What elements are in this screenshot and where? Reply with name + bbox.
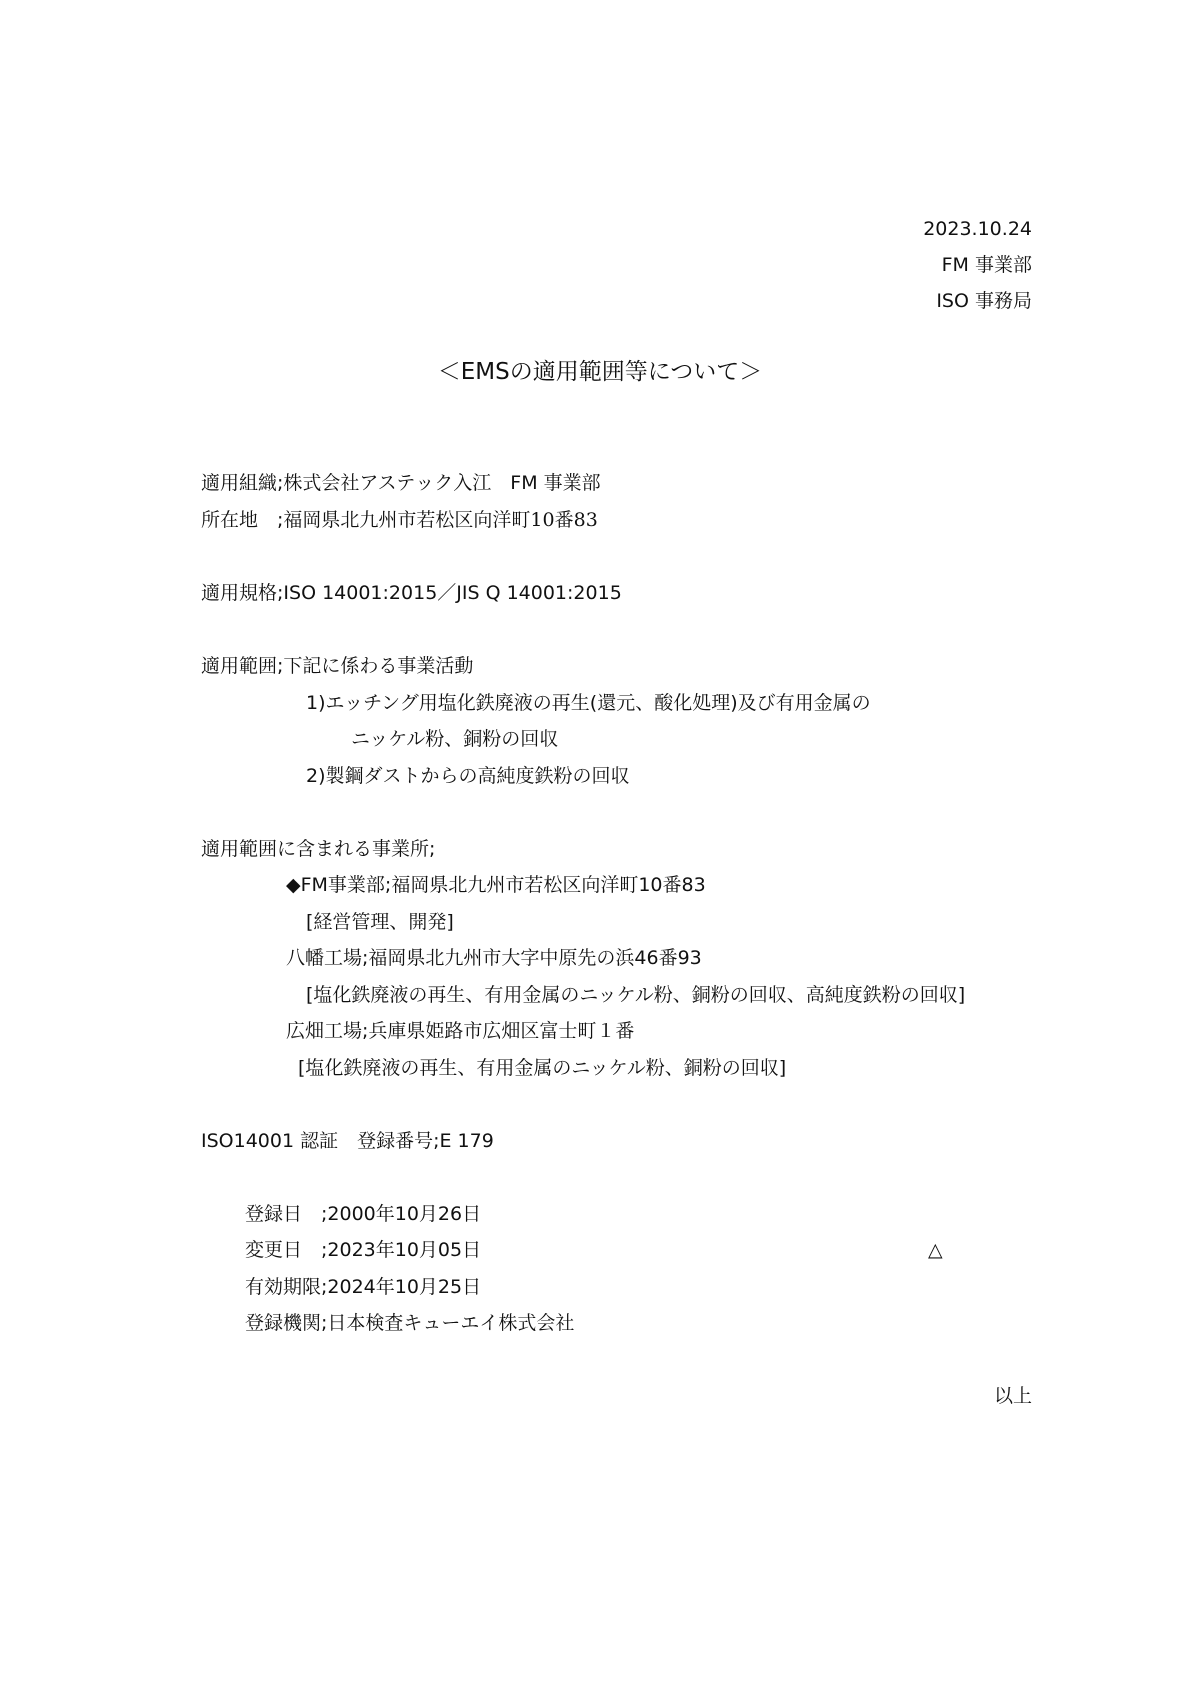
standard-value: ISO 14001:2015／JIS Q 14001:2015	[283, 582, 622, 604]
certification-heading: ISO14001 認証 登録番号;E 179	[201, 1130, 494, 1152]
document-title: ＜EMSの適用範囲等について＞	[437, 359, 763, 385]
scope-value: 下記に係わる事業活動	[283, 655, 474, 677]
site-hirohata-plant-activities: [塩化鉄廃液の再生、有用金属のニッケル粉、銅粉の回収]	[298, 1057, 787, 1079]
location-label: 所在地	[201, 509, 278, 531]
scope-item-1: 1)エッチング用塩化鉄廃液の再生(還元、酸化処理)及び有用金属の	[306, 692, 871, 714]
standard-line	[201, 580, 622, 606]
scope-label: 適用範囲	[201, 655, 278, 677]
site-fm-division-activities: [経営管理、開発]	[306, 911, 454, 933]
validity-date: 有効期限;2024年10月25日	[245, 1276, 482, 1298]
scope-line	[201, 653, 473, 679]
registrar: 登録機関;日本検査キューエイ株式会社	[245, 1312, 575, 1334]
change-date: 変更日 ;2023年10月05日	[245, 1239, 482, 1261]
scope-separator: ;	[277, 655, 284, 677]
site-yahata-plant: 八幡工場;福岡県北九州市大字中原先の浜46番93	[286, 947, 702, 969]
closing-mark: 以上	[993, 1385, 1032, 1407]
scope-item-1-continued: ニッケル粉、銅粉の回収	[351, 728, 559, 750]
organization-value: 株式会社アステック入江 FM 事業部	[283, 472, 601, 494]
issuing-office: ISO 事務局	[936, 290, 1032, 312]
site-hirohata-plant: 広畑工場;兵庫県姫路市広畑区富士町１番	[286, 1020, 635, 1042]
standard-separator: ;	[277, 582, 284, 604]
issuing-department: FM 事業部	[941, 254, 1032, 276]
change-mark-triangle: △	[928, 1239, 943, 1261]
sites-heading: 適用範囲に含まれる事業所;	[201, 838, 436, 860]
scope-item-2: 2)製鋼ダストからの高純度鉄粉の回収	[306, 765, 630, 787]
organization-label: 適用組織	[201, 472, 278, 494]
standard-label: 適用規格	[201, 582, 278, 604]
location-line	[201, 507, 598, 533]
location-value: 福岡県北九州市若松区向洋町10番83	[283, 509, 598, 531]
organization-line	[201, 470, 601, 496]
registration-date: 登録日 ;2000年10月26日	[245, 1203, 482, 1225]
location-separator: ;	[277, 509, 284, 531]
site-yahata-plant-activities: [塩化鉄廃液の再生、有用金属のニッケル粉、銅粉の回収、高純度鉄粉の回収]	[306, 984, 966, 1006]
site-fm-division: ◆FM事業部;福岡県北九州市若松区向洋町10番83	[286, 874, 706, 896]
organization-separator: ;	[277, 472, 284, 494]
document-date: 2023.10.24	[923, 218, 1032, 240]
